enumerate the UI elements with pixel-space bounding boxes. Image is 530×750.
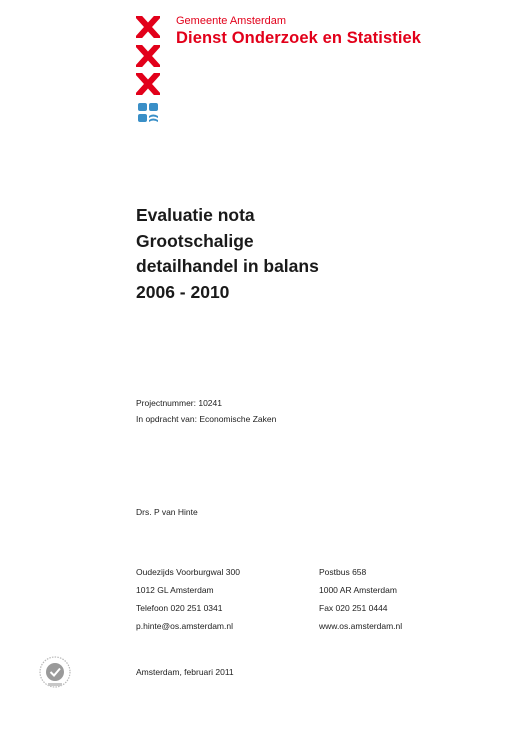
title-line: 2006 - 2010 — [136, 281, 230, 302]
project-number: Projectnummer: 10241 — [136, 398, 222, 408]
x-cross-icon — [136, 45, 160, 67]
x-cross-icon — [136, 73, 160, 95]
title-line: Evaluatie nota — [136, 205, 255, 225]
report-title — [136, 203, 319, 305]
certification-seal-icon — [38, 655, 72, 689]
postbox: Postbus 658 — [319, 567, 367, 577]
website-link[interactable]: www.os.amsterdam.nl — [319, 621, 403, 631]
author-name: Drs. P van Hinte — [136, 507, 198, 517]
os-logo-icon — [137, 102, 159, 124]
postbox-postcode: 1000 AR Amsterdam — [319, 585, 397, 595]
fax-number: Fax 020 251 0444 — [319, 603, 388, 613]
email-link[interactable]: p.hinte@os.amsterdam.nl — [136, 621, 233, 631]
x-cross-icon — [136, 16, 160, 38]
department-name: Dienst Onderzoek en Statistiek — [176, 29, 422, 47]
title-line: Grootschalige — [136, 230, 254, 251]
title-line: detailhandel in balans — [136, 256, 319, 276]
address-postcode: 1012 GL Amsterdam — [136, 585, 214, 595]
commissioned-by: In opdracht van: Economische Zaken — [136, 414, 277, 424]
place-date: Amsterdam, februari 2011 — [136, 667, 234, 677]
municipality-name: Gemeente Amsterdam — [176, 15, 287, 27]
phone-number: Telefoon 020 251 0341 — [136, 603, 223, 613]
address-street: Oudezijds Voorburgwal 300 — [136, 567, 240, 577]
